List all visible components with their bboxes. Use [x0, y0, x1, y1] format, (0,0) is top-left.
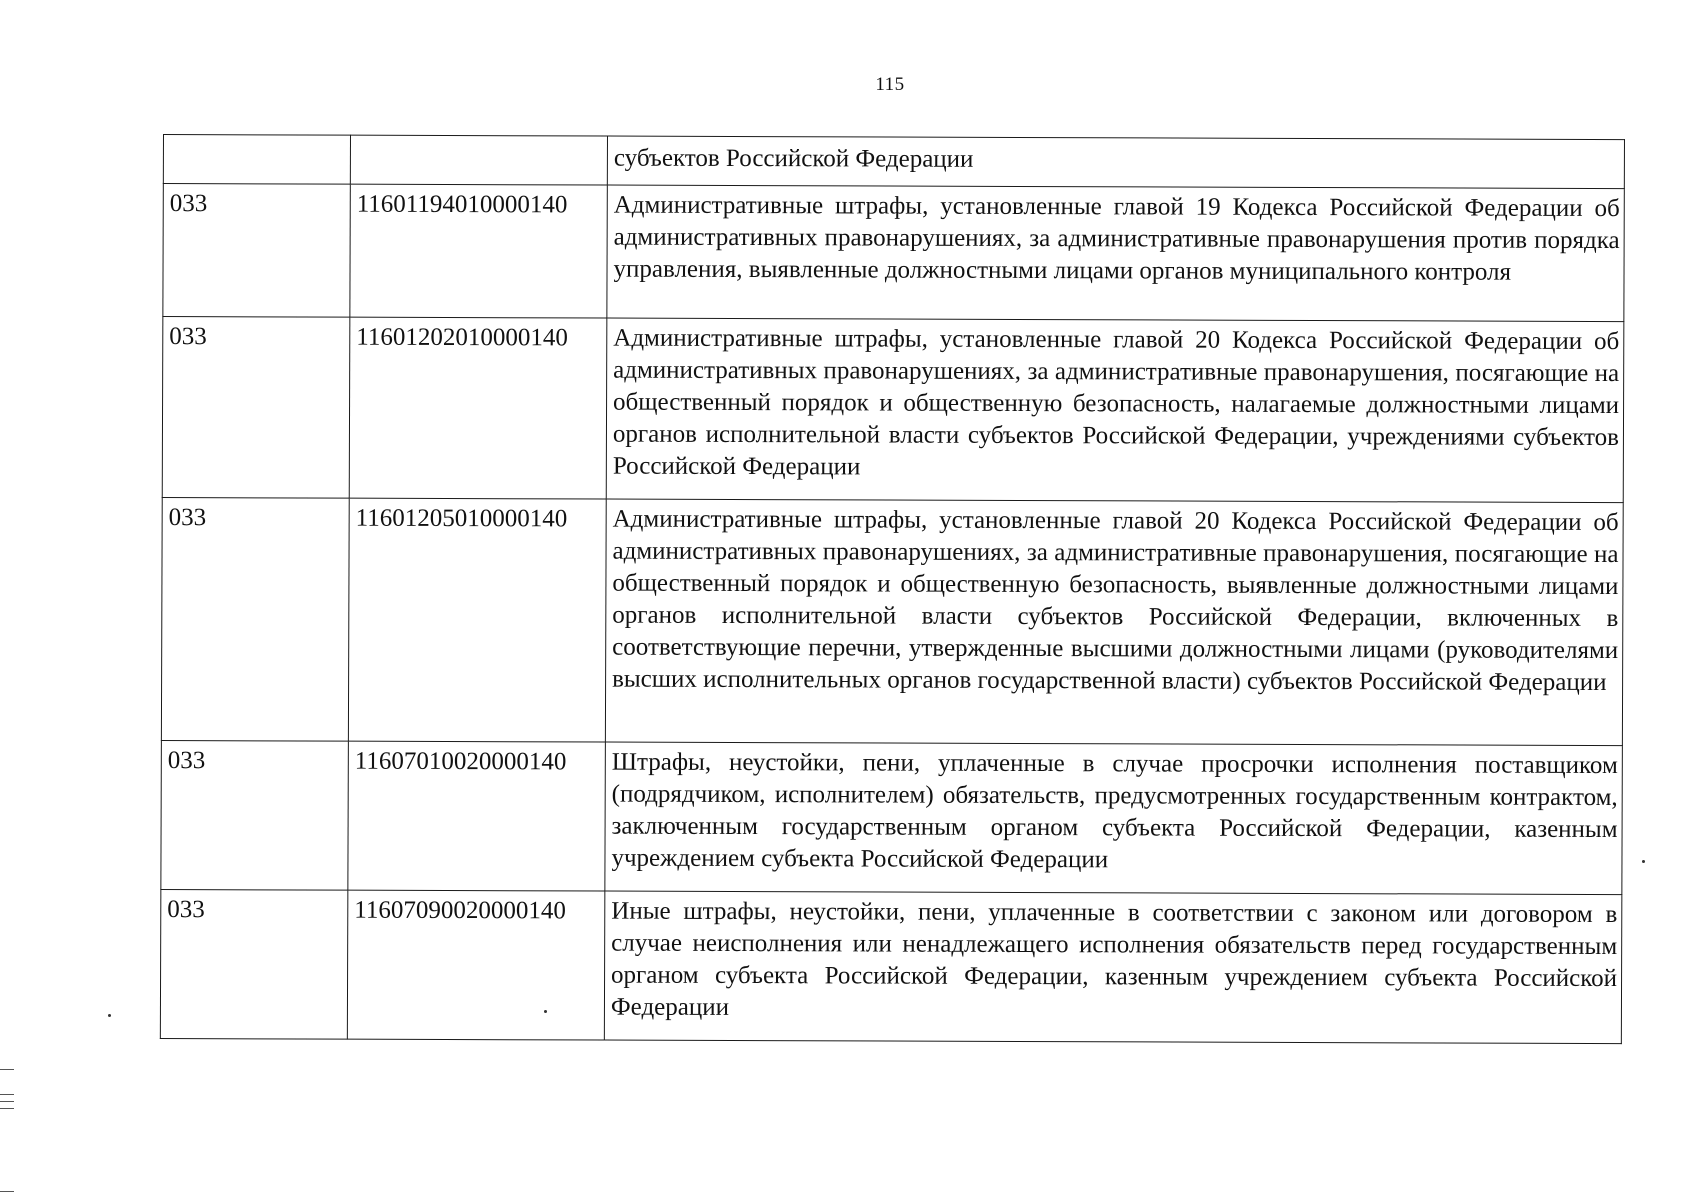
- description-cell: Иные штрафы, неустойки, пени, уплаченные в соответствии с законом или договором в случае неисполнения или ненадлежащего исполнения обязательств перед государственным органом субъекта Российской Федерации, казенным учреждением субъекта Российской Федерации: [604, 891, 1622, 1044]
- table-row: [161, 740, 1623, 894]
- scan-speck: [544, 1010, 547, 1013]
- admin-code-cell: 033: [163, 184, 350, 318]
- scan-speck: [1642, 860, 1645, 863]
- kbk-code-cell: 11607090020000140: [347, 890, 605, 1040]
- kbk-code-cell: [350, 135, 607, 185]
- admin-code-cell: 033: [162, 317, 350, 499]
- kbk-code-cell: 11607010020000140: [348, 741, 606, 891]
- table-row: [161, 497, 1623, 745]
- admin-code-cell: 033: [160, 889, 348, 1039]
- page-number: 115: [875, 74, 905, 95]
- description-cell: субъектов Российской Федерации: [607, 136, 1624, 189]
- description-cell: Административные штрафы, установленные главой 19 Кодекса Российской Федерации об административных правонарушениях, за административные правонарушения против порядка управления, выявленные должностными лицами органов муниципального контроля: [607, 185, 1624, 322]
- description-cell: Административные штрафы, установленные главой 20 Кодекса Российской Федерации об административных правонарушениях, за административные правонарушения, посягающие на общественный порядок и общественную безопасность, выявленные должностными лицами органов исполнительной власти субъектов Российской Федерации, включенных в соответствующие перечни, утвержденные высшими должностными лицами (руководителями высших исполнительных органов государственной власти) субъектов Российской Федерации: [605, 499, 1623, 746]
- admin-code-cell: 033: [161, 497, 349, 741]
- admin-code-cell: [163, 135, 350, 185]
- scan-speck: [108, 1014, 111, 1017]
- description-cell: Штрафы, неустойки, пени, уплаченные в случае просрочки исполнения поставщиком (подрядчиком, исполнителем) обязательств, предусмотренных государственным контрактом, заключенным государственным органом субъекта Российской Федерации, казенным учреждением субъекта Российской Федерации: [605, 742, 1623, 895]
- kbk-code-cell: 11601194010000140: [350, 184, 607, 318]
- scan-margin-mark: [0, 1094, 14, 1095]
- table-row: [163, 184, 1624, 322]
- admin-code-cell: 033: [161, 740, 349, 890]
- scan-margin-mark: [0, 1069, 14, 1070]
- kbk-code-cell: 11601205010000140: [348, 498, 606, 742]
- table-row: [162, 317, 1624, 503]
- description-cell: Административные штрафы, установленные главой 20 Кодекса Российской Федерации об административных правонарушениях, за административные правонарушения, посягающие на общественный порядок и общественную безопасность, налагаемые должностными лицами органов исполнительной власти субъектов Российской Федерации, учреждениями субъектов Российской Федерации: [606, 318, 1624, 503]
- scan-margin-mark: [0, 1101, 14, 1102]
- scan-margin-mark: [0, 1108, 14, 1109]
- table-row: [160, 889, 1622, 1043]
- table-row: [163, 135, 1624, 189]
- kbk-code-cell: 11601202010000140: [349, 317, 607, 499]
- income-codes-table: [160, 134, 1625, 1044]
- scan-margin-mark: [0, 1191, 14, 1192]
